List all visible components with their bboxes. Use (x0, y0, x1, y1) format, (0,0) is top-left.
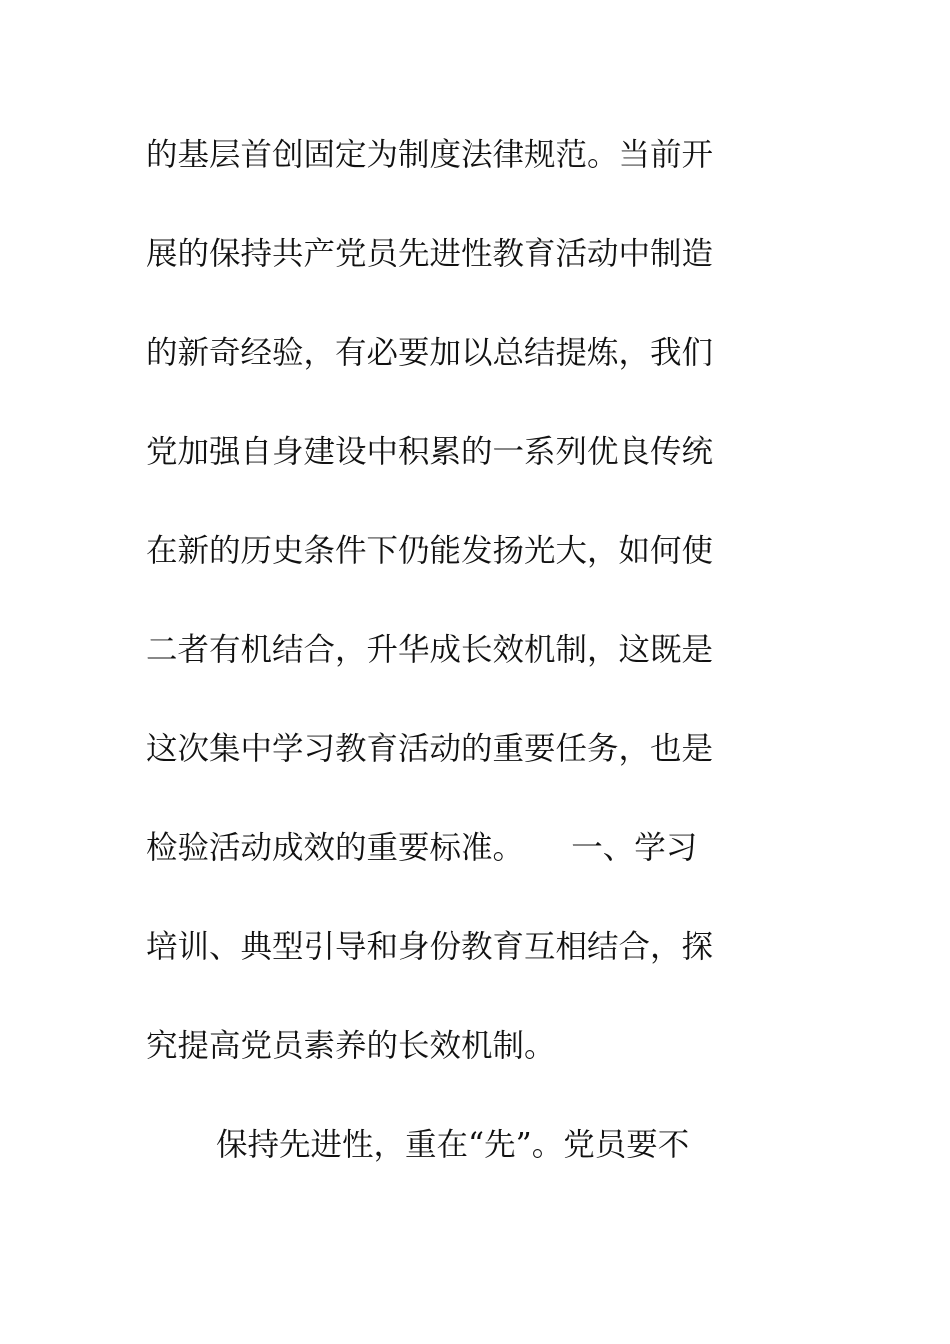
text-line-3: 的新奇经验，有必要加以总结提炼，我们 (146, 335, 714, 371)
text-line-4: 党加强自身建设中积累的一系列优良传统 (146, 434, 714, 470)
text-line-6: 二者有机结合，升华成长效机制，这既是 (146, 632, 714, 668)
text-line-8: 检验活动成效的重要标准。 一、学习 (146, 830, 698, 866)
text-line-2: 展的保持共产党员先进性教育活动中制造 (146, 236, 714, 272)
text-line-5: 在新的历史条件下仍能发扬光大，如何使 (146, 533, 714, 569)
text-line-7: 这次集中学习教育活动的重要任务，也是 (146, 731, 714, 767)
text-line-1: 的基层首创固定为制度法律规范。当前开 (146, 137, 714, 173)
text-line-10: 究提高党员素养的长效机制。 (146, 1028, 556, 1064)
body-text (146, 120, 786, 1209)
text-line-9: 培训、典型引导和身份教育互相结合，探 (146, 929, 714, 965)
text-line-11: 保持先进性，重在“先”。党员要不 (216, 1127, 690, 1163)
